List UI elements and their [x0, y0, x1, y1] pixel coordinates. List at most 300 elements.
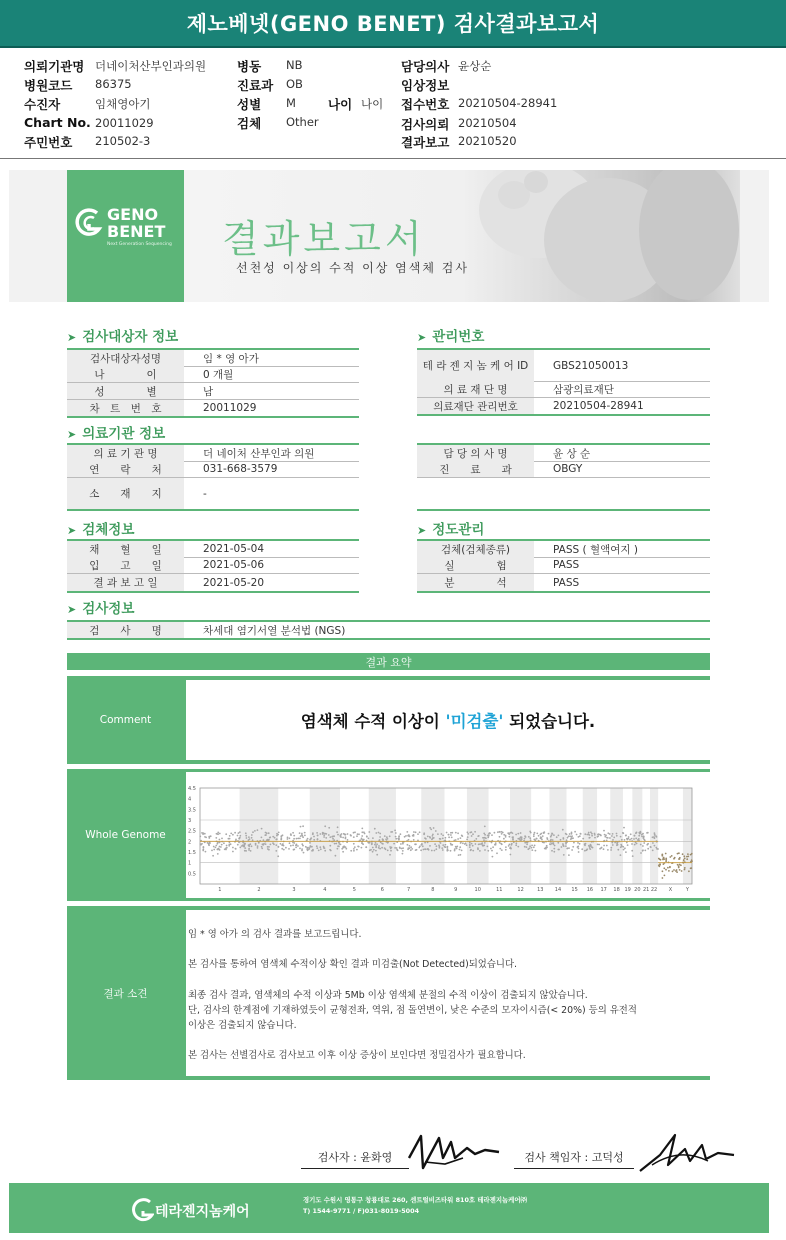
terragen-logo-icon — [132, 1197, 154, 1223]
specimen-table — [67, 539, 359, 593]
data-point — [469, 844, 471, 846]
data-point — [230, 833, 232, 835]
x-tick-label: 11 — [496, 887, 503, 893]
data-point — [390, 831, 392, 833]
data-point — [472, 833, 474, 835]
data-point — [633, 838, 635, 840]
data-point — [265, 843, 267, 845]
data-point — [450, 850, 452, 852]
data-point — [229, 835, 231, 837]
data-point — [495, 842, 497, 844]
data-point — [566, 848, 568, 850]
footer-phone: T) 1544-9771 / F)031-8019-5004 — [303, 1207, 420, 1215]
data-point — [320, 848, 322, 850]
data-point — [690, 854, 692, 856]
data-point — [684, 867, 686, 869]
data-point — [454, 848, 456, 850]
data-point — [566, 839, 568, 841]
data-point — [239, 837, 241, 839]
data-point — [477, 835, 479, 837]
table-row: 소 재 지 - — [67, 478, 359, 509]
data-point — [620, 846, 622, 848]
data-point — [467, 833, 469, 835]
data-point — [622, 832, 624, 834]
data-point — [379, 836, 381, 838]
data-point — [297, 845, 299, 847]
data-point — [268, 849, 270, 851]
data-point — [387, 838, 389, 840]
data-point — [679, 858, 681, 860]
data-point — [643, 836, 645, 838]
data-point — [679, 869, 681, 871]
data-point — [475, 838, 477, 840]
header-value: Other — [286, 115, 319, 129]
data-point — [548, 833, 550, 835]
data-point — [434, 850, 436, 852]
data-point — [691, 860, 693, 862]
data-point — [484, 834, 486, 836]
data-point — [268, 832, 270, 834]
data-point — [422, 845, 424, 847]
header-value: NB — [286, 58, 303, 72]
header-label: 의뢰기관명 — [24, 59, 85, 74]
data-point — [216, 833, 218, 835]
data-point — [687, 853, 689, 855]
data-point — [353, 836, 355, 838]
data-point — [684, 858, 686, 860]
data-point — [258, 842, 260, 844]
data-point — [295, 844, 297, 846]
table-row: 실 험 PASS — [417, 557, 710, 574]
data-point — [445, 844, 447, 846]
data-point — [248, 839, 250, 841]
data-point — [623, 827, 625, 829]
data-point — [678, 865, 680, 867]
data-point — [268, 839, 270, 841]
header-label: 접수번호 — [401, 97, 450, 112]
data-point — [620, 844, 622, 846]
table-row: 차 트 번 호 20011029 — [67, 400, 359, 416]
data-point — [494, 844, 496, 846]
institution-table — [67, 443, 359, 511]
data-point — [429, 837, 431, 839]
data-point — [239, 831, 241, 833]
data-point — [328, 834, 330, 836]
data-point — [456, 847, 458, 849]
data-point — [400, 833, 402, 835]
data-point — [304, 835, 306, 837]
data-point — [597, 844, 599, 846]
data-point — [376, 843, 378, 845]
table-row: 검사대상자성명 임 * 영 아가 — [67, 350, 359, 367]
data-point — [234, 832, 236, 834]
data-point — [531, 847, 533, 849]
data-point — [640, 844, 642, 846]
header-value: 20011029 — [95, 116, 154, 130]
data-point — [634, 835, 636, 837]
data-point — [254, 830, 256, 832]
data-point — [531, 849, 533, 851]
data-point — [300, 826, 302, 828]
data-point — [501, 849, 503, 851]
x-tick-label: 15 — [571, 887, 578, 893]
data-point — [381, 843, 383, 845]
data-point — [285, 847, 287, 849]
data-point — [543, 832, 545, 834]
data-point — [526, 846, 528, 848]
findings-text — [186, 910, 710, 1076]
qc-table — [417, 539, 710, 593]
data-point — [219, 846, 221, 848]
table-row: 성 별 남 — [67, 383, 359, 400]
data-point — [395, 832, 397, 834]
data-point — [451, 837, 453, 839]
data-point — [336, 831, 338, 833]
data-point — [353, 832, 355, 834]
data-point — [581, 848, 583, 850]
data-point — [411, 848, 413, 850]
data-point — [521, 836, 523, 838]
data-point — [217, 843, 219, 845]
data-point — [395, 838, 397, 840]
data-point — [310, 837, 312, 839]
data-point — [561, 846, 563, 848]
data-point — [517, 833, 519, 835]
data-point — [475, 843, 477, 845]
data-point — [295, 847, 297, 849]
data-point — [268, 846, 270, 848]
data-point — [631, 850, 633, 852]
data-point — [500, 843, 502, 845]
data-point — [329, 845, 331, 847]
header-label: 병원코드 — [24, 78, 73, 93]
data-point — [257, 847, 259, 849]
data-point — [617, 849, 619, 851]
data-point — [312, 849, 314, 851]
data-point — [427, 836, 429, 838]
chrom-band — [369, 788, 396, 884]
data-point — [281, 835, 283, 837]
data-point — [239, 835, 241, 837]
data-point — [644, 850, 646, 852]
data-point — [420, 844, 422, 846]
data-point — [665, 860, 667, 862]
data-point — [527, 848, 529, 850]
data-point — [350, 850, 352, 852]
data-point — [665, 853, 667, 855]
data-point — [287, 837, 289, 839]
header-value: OB — [286, 77, 303, 91]
data-point — [611, 835, 613, 837]
data-point — [435, 830, 437, 832]
data-point — [297, 838, 299, 840]
data-point — [420, 849, 422, 851]
data-point — [278, 832, 280, 834]
section-title-management: ➤ 관리번호 — [417, 329, 485, 345]
data-point — [524, 846, 526, 848]
data-point — [252, 831, 254, 833]
data-point — [307, 849, 309, 851]
data-point — [448, 834, 450, 836]
data-point — [332, 838, 334, 840]
data-point — [487, 846, 489, 848]
data-point — [665, 858, 667, 860]
institution-doctor-table — [417, 443, 710, 511]
data-point — [410, 849, 412, 851]
data-point — [319, 846, 321, 848]
report-title-bar — [0, 0, 786, 48]
section-title-subject: ➤ 검사대상자 정보 — [67, 329, 179, 345]
data-point — [219, 833, 221, 835]
data-point — [464, 843, 466, 845]
data-point — [337, 826, 339, 828]
table-row: 의 료 재 단 명 삼광의료재단 — [417, 381, 710, 398]
data-point — [261, 837, 263, 839]
data-point — [306, 847, 308, 849]
data-point — [353, 843, 355, 845]
data-point — [235, 848, 237, 850]
data-point — [574, 831, 576, 833]
data-point — [642, 850, 644, 852]
data-point — [442, 835, 444, 837]
data-point — [340, 844, 342, 846]
data-point — [474, 831, 476, 833]
data-point — [393, 843, 395, 845]
data-point — [325, 833, 327, 835]
data-point — [549, 843, 551, 845]
data-point — [219, 842, 221, 844]
data-point — [612, 839, 614, 841]
data-point — [510, 854, 512, 856]
data-point — [221, 844, 223, 846]
x-tick-label: 5 — [352, 887, 356, 893]
data-point — [497, 831, 499, 833]
data-point — [299, 848, 301, 850]
data-point — [663, 858, 665, 860]
data-point — [239, 847, 241, 849]
data-point — [577, 846, 579, 848]
management-table — [417, 348, 710, 416]
data-point — [244, 844, 246, 846]
data-point — [492, 856, 494, 858]
comment-highlight: '미검출' — [445, 712, 504, 731]
data-point — [680, 864, 682, 866]
data-point — [394, 830, 396, 832]
data-point — [599, 848, 601, 850]
data-point — [275, 839, 277, 841]
data-point — [584, 843, 586, 845]
data-point — [658, 864, 660, 866]
data-point — [199, 843, 201, 845]
data-point — [245, 832, 247, 834]
data-point — [410, 846, 412, 848]
data-point — [598, 833, 600, 835]
data-point — [603, 845, 605, 847]
data-point — [205, 851, 207, 853]
data-point — [638, 835, 640, 837]
data-point — [479, 850, 481, 852]
data-point — [614, 842, 616, 844]
data-point — [396, 847, 398, 849]
data-point — [274, 837, 276, 839]
data-point — [460, 837, 462, 839]
section-title-qc: ➤ 정도관리 — [417, 522, 485, 538]
y-tick-label: 3.5 — [188, 807, 196, 814]
data-point — [469, 846, 471, 848]
data-point — [309, 842, 311, 844]
data-point — [647, 848, 649, 850]
data-point — [264, 834, 266, 836]
data-point — [434, 843, 436, 845]
data-point — [328, 827, 330, 829]
data-point — [533, 834, 535, 836]
data-point — [442, 838, 444, 840]
data-point — [657, 848, 659, 850]
data-point — [487, 837, 489, 839]
data-point — [319, 833, 321, 835]
data-point — [447, 849, 449, 851]
table-row: 연 락 처 031-668-3579 — [67, 461, 359, 478]
table-row: 결 과 보 고 일 2021-05-20 — [67, 574, 359, 591]
data-point — [673, 869, 675, 871]
data-point — [551, 842, 553, 844]
arrow-icon: ➤ — [67, 603, 77, 616]
data-point — [663, 857, 665, 859]
data-point — [677, 853, 679, 855]
data-point — [662, 870, 664, 872]
section-title-specimen: ➤ 검체정보 — [67, 522, 135, 538]
data-point — [669, 856, 671, 858]
header-label: Chart No. — [24, 115, 91, 130]
data-point — [337, 848, 339, 850]
x-tick-label: 8 — [431, 887, 435, 893]
data-point — [632, 855, 634, 857]
findings-label: 결과 소견 — [67, 906, 184, 1080]
data-point — [333, 839, 335, 841]
data-point — [584, 850, 586, 852]
data-point — [553, 848, 555, 850]
header-value: 20210504-28941 — [458, 96, 558, 110]
data-point — [630, 833, 632, 835]
data-point — [374, 828, 376, 830]
data-point — [301, 835, 303, 837]
data-point — [607, 837, 609, 839]
data-point — [375, 850, 377, 852]
header-value: 210502-3 — [95, 134, 151, 148]
data-point — [456, 846, 458, 848]
data-point — [345, 846, 347, 848]
tester-label: 검사자 : 윤화영 — [317, 1151, 393, 1164]
data-point — [283, 849, 285, 851]
data-point — [499, 842, 501, 844]
data-point — [354, 846, 356, 848]
data-point — [594, 837, 596, 839]
data-point — [378, 845, 380, 847]
data-point — [472, 845, 474, 847]
data-point — [489, 832, 491, 834]
data-point — [400, 843, 402, 845]
comment-text: 염색체 수적 이상이 '미검출' 되었습니다. — [186, 680, 710, 760]
data-point — [290, 834, 292, 836]
geno-benet-logo-panel — [67, 170, 184, 302]
brand-wordmark — [107, 206, 165, 240]
header-label: 검체 — [237, 116, 262, 131]
data-point — [232, 834, 234, 836]
data-point — [509, 844, 511, 846]
data-point — [208, 836, 210, 838]
data-point — [385, 848, 387, 850]
data-point — [652, 842, 654, 844]
data-point — [505, 846, 507, 848]
data-point — [663, 867, 665, 869]
data-point — [654, 837, 656, 839]
data-point — [557, 842, 559, 844]
data-point — [430, 829, 432, 831]
data-point — [499, 831, 501, 833]
data-point — [650, 846, 652, 848]
data-point — [538, 835, 540, 837]
data-point — [565, 845, 567, 847]
data-point — [576, 834, 578, 836]
data-point — [448, 836, 450, 838]
data-point — [213, 849, 215, 851]
data-point — [530, 832, 532, 834]
data-point — [483, 839, 485, 841]
data-point — [499, 836, 501, 838]
data-point — [287, 838, 289, 840]
data-point — [322, 832, 324, 834]
data-point — [423, 849, 425, 851]
data-point — [550, 836, 552, 838]
data-point — [536, 833, 538, 835]
data-point — [289, 837, 291, 839]
data-point — [228, 838, 230, 840]
data-point — [682, 853, 684, 855]
header-label: 병동 — [237, 59, 262, 74]
data-point — [362, 843, 364, 845]
x-tick-label: 13 — [537, 887, 544, 893]
data-point — [379, 848, 381, 850]
arrow-icon: ➤ — [67, 428, 77, 441]
data-point — [248, 844, 250, 846]
data-point — [347, 833, 349, 835]
data-point — [519, 837, 521, 839]
data-point — [232, 851, 234, 853]
data-point — [478, 844, 480, 846]
summary-header — [67, 653, 710, 670]
data-point — [250, 850, 252, 852]
data-point — [553, 851, 555, 853]
data-point — [235, 839, 237, 841]
data-point — [324, 850, 326, 852]
data-point — [329, 836, 331, 838]
whole-genome-chart — [186, 772, 710, 898]
data-point — [531, 845, 533, 847]
x-tick-label: 2 — [257, 887, 261, 893]
data-point — [638, 838, 640, 840]
data-point — [361, 828, 363, 830]
data-point — [301, 843, 303, 845]
data-point — [433, 827, 435, 829]
data-point — [337, 834, 339, 836]
data-point — [681, 870, 683, 872]
data-point — [525, 836, 527, 838]
data-point — [415, 849, 417, 851]
data-point — [218, 849, 220, 851]
data-point — [376, 854, 378, 856]
data-point — [428, 849, 430, 851]
data-point — [424, 842, 426, 844]
